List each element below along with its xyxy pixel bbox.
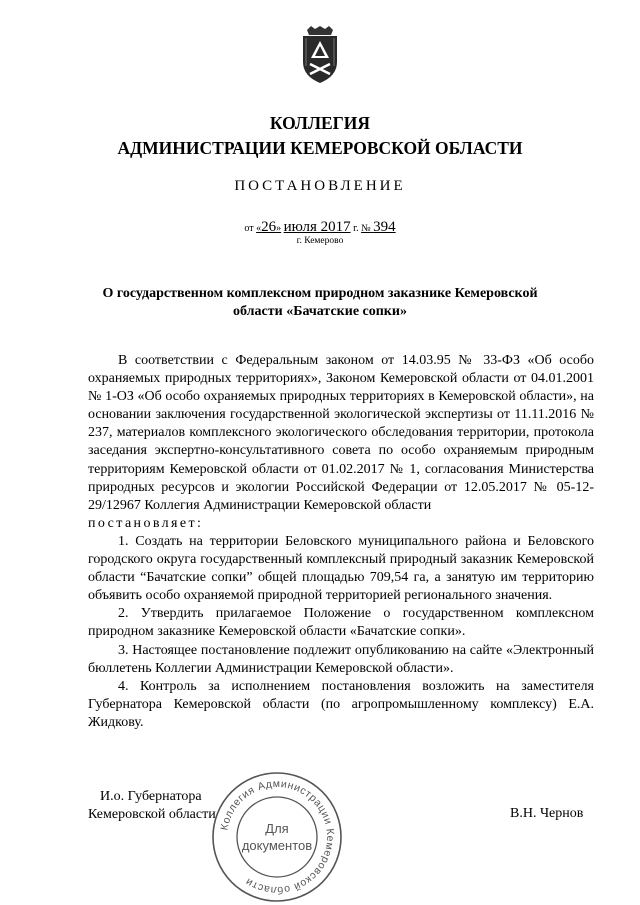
number-sign: № (361, 223, 371, 234)
list-item: 2. Утвердить прилагаемое Положение о государственном комплексном природном заказнике Кемеровской области «Бачатские сопки». (88, 606, 594, 640)
org-name-line1: КОЛЛЕГИЯ (269, 113, 371, 133)
signatory-position-line1: И.о. Губернатора (100, 789, 202, 804)
signatory-position (88, 788, 216, 824)
document-number-field (361, 219, 396, 235)
org-name-line2: АДМИНИСТРАЦИИ КЕМЕРОВСКОЙ ОБЛАСТИ (117, 138, 523, 158)
document-title: О государственном комплексном природном заказнике Кемеровской области «Бачатские сопки» (102, 286, 538, 319)
date-day-field (256, 219, 282, 235)
date-year-suffix: г. (353, 223, 359, 234)
coat-of-arms-emblem (299, 26, 341, 84)
date-quote-close: » (276, 223, 282, 234)
signatory-name: В.Н. Чернов (510, 806, 584, 821)
signatory-position-line2: Кемеровской области (88, 807, 216, 822)
document-type: ПОСТАНОВЛЕНИЕ (234, 178, 406, 194)
date-quote-open: « (256, 223, 262, 234)
stamp-center-line1: Для (265, 821, 289, 836)
stamp-ring-text: Коллегия Администрации Кемеровской области (218, 777, 337, 897)
document-body (88, 352, 594, 732)
resolution-word: постановляет: (88, 515, 204, 531)
official-stamp (210, 770, 344, 904)
document-city: г. Кемерово (296, 236, 344, 246)
document-date-line (0, 219, 640, 236)
date-month-year: июля 2017 (283, 219, 351, 235)
date-prefix: от (244, 223, 254, 234)
date-day: 26 (261, 219, 277, 235)
list-item: 3. Настоящее постановление подлежит опубликованию на сайте «Электронный бюллетень Коллегии Администрации Кемеровской области». (88, 642, 594, 676)
document-number: 394 (373, 219, 396, 235)
stamp-center-line2: документов (241, 838, 313, 853)
list-item: 1. Создать на территории Беловского муниципального района и Беловского городского округа государственный комплексный природный заказник Кемеровской области “Бачатские сопки” общей площадью 709,54 га, а занятую им территорию объявить особо охраняемой природной территорией регионального значения. (88, 533, 594, 604)
list-item: 4. Контроль за исполнением постановления возложить на заместителя Губернатора Кемеровской области (по агропромышленному комплексу) Е.А. Жидкову. (88, 678, 594, 730)
preamble-paragraph: В соответствии с Федеральным законом от 14.03.95 № 33-ФЗ «Об особо охраняемых природных территориях», Законом Кемеровской области от 04.01.2001 № 1-ОЗ «Об особо охраняемых природных территориях в Кемеровской области», на основании заключения государственной экологической экспертизы от 11.11.2016 № 237, материалов комплексного экологического обследования территории, протокола заседания экспертно-консультативного совета по особо охраняемым природным территориям Кемеровской области от 01.02.2017 № 1, согласования Министерства природных ресурсов и экологии Российской Федерации от 12.05.2017 № 05-12-29/12967 Коллегия Администрации Кемеровской области (88, 353, 594, 513)
